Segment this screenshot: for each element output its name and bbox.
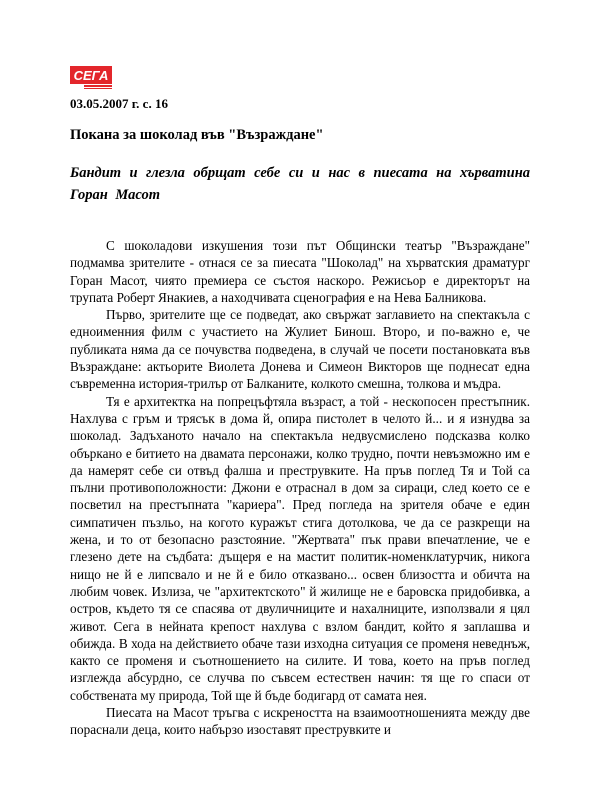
article-subtitle: Бандит и глезла обрщат себе си и нас в пиесата на хърватина Горан Масот	[70, 165, 530, 203]
paragraph: Първо, зрителите ще се подведат, ако свържат заглавието на спектакъла с едноименния филм с участието на Жулиет Бинош. Второ, и по-важно е, че публиката няма да се почувства подведена, в случай че посети постановката във Възраждане: актьорите Виолета Донева и Симеон Викторов ще поднесат една съвременна история-трилър от Балканите, колкото смешна, толкова и мъдра.	[70, 307, 530, 392]
logo-text: СЕГА	[73, 68, 109, 83]
paragraph: Пиесата на Масот тръгва с искреността на взаимоотношенията между две пораснали деца, които набързо изоставят преструвките и	[70, 705, 530, 738]
article-title: Покана за шоколад във "Възраждане"	[70, 127, 324, 143]
dateline: 03.05.2007 г. с. 16	[70, 96, 168, 111]
paragraph: Тя е архитектка на попрецъфтяла възраст, а той - нескопосен престъпник. Нахлува с гръм и трясък в дома й, опира пистолет в челото й... и я изнудва за шоколад. Задъханото начало на спектакъла недвусмислено подсказва колко объркано е битието на двамата персонажи, колко трудно, почти невъзможно им е да намерят себе си отвъд фалша и преструвките. На пръв поглед Тя и Той са пълни противоположности: Джони е отраснал в дом за сираци, след което се е посветил на престъпната "кариера". Пред погледа на зрителя обаче е един симпатичен пъзльо, на когото куражът стига дотолкова, че да се разкрещи на жена, и то от безопасно разстояние. "Жертвата" пък прави впечатление, че е глезено дете на съдбата: дъщеря е на мастит политик-номенклатурчик, никога нищо не й е липсвало и не й е било отказвано... освен близостта и обичта на любим човек. Излиза, че "архитектското" й жилище не е баровска придобивка, а остров, където тя се спасява от двуличниците и нахалниците, използвали я цял живот. Сега в нейната крепост нахлува с взлом бандит, който я заплашва и обижда. В хода на действието обаче тази изходна ситуация се променя неведнъж, както се променя и съотношението на силите. И това, което на пръв поглед изглежда абсурдно, се случва по съвсем естествен начин: тя ще го спаси от собствената му природа, Той ще й бъде бодигард от самата нея.	[70, 393, 530, 703]
paragraph: С шоколадови изкушения този път Общински театър "Възраждане" подмамва зрителите - отнася се за пиесата "Шоколад" на хърватския драматург Горан Масот, чиято премиера се състоя наскоро. Режисьор е директорът на трупата Роберт Янакиев, а находчивата сценография е на Нева Балникова.	[70, 238, 530, 305]
article-body	[70, 237, 530, 739]
sega-logo-graphic	[70, 66, 112, 90]
sega-logo	[70, 66, 112, 90]
